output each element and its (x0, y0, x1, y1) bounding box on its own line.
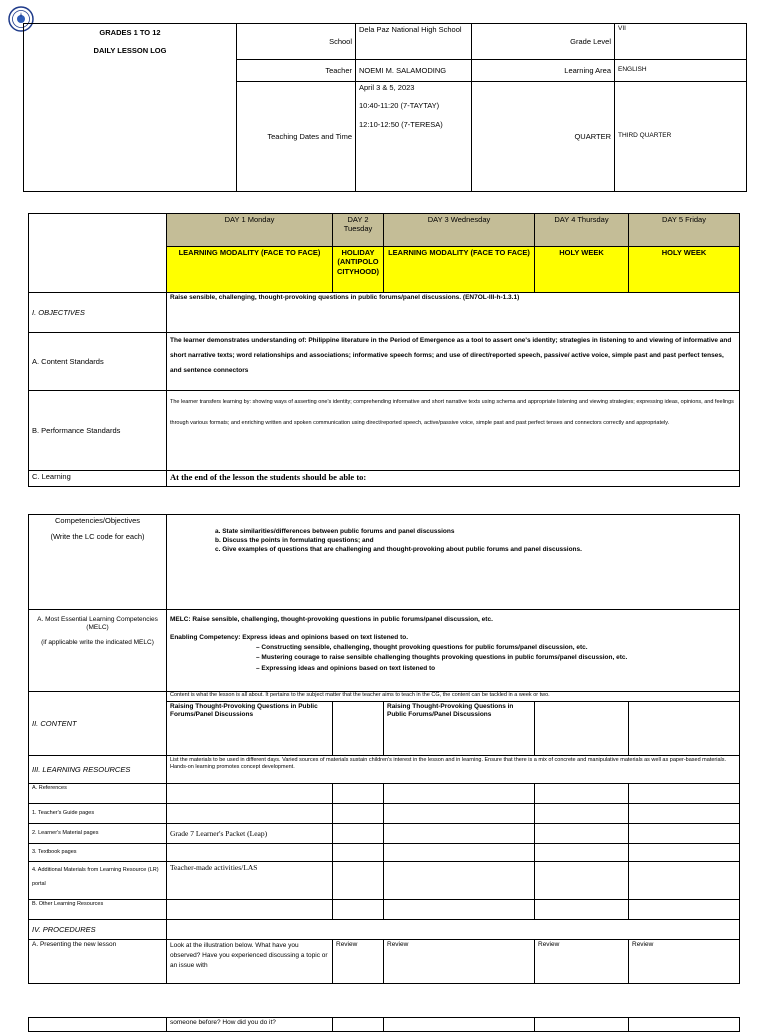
textbook-day1 (167, 844, 333, 862)
lesson-table (28, 213, 740, 487)
dates-line-3: 12:10-12:50 (7-TERESA) (359, 119, 443, 129)
objectives-text: Raise sensible, challenging, thought-provoking questions in public forums/panel discussions. (EN7OL-III-h-1.3.1) (167, 293, 740, 333)
additional-day5 (629, 862, 740, 900)
lm-day3 (384, 824, 535, 844)
day3-modality: LEARNING MODALITY (FACE TO FACE) (384, 247, 535, 293)
presenting-lesson-day2: Review (333, 940, 384, 984)
melc-label (29, 610, 167, 692)
competencies-list (167, 515, 740, 610)
content-standards-label: A. Content Standards (29, 333, 167, 391)
references-label: A. References (29, 784, 167, 804)
other-resources-label: B. Other Learning Resources (29, 900, 167, 920)
enabling-sub: – Constructing sensible, challenging, thought provoking questions for public forums/panel discussion, etc. (256, 644, 588, 652)
lm-day2 (333, 824, 384, 844)
melc-text-cell (167, 610, 740, 692)
grades-label: GRADES 1 TO 12 (99, 28, 161, 37)
school-label: School (237, 24, 356, 60)
resources-note: List the materials to be used in different days. Varied sources of materials sustain children's interest in the lesson and in learning. Ensure that there is a mix of concrete and manipulative materials as well as paper-based materials. Hands-on learning promotes concept development. (167, 756, 740, 784)
references-day5 (629, 784, 740, 804)
enabling-competency: Enabling Competency: Express ideas and opinions based on text listened to. (170, 634, 409, 642)
procedures-label: IV. PROCEDURES (29, 920, 167, 940)
tg-day5 (629, 804, 740, 824)
competency-item: a. State similarities/differences between public forums and panel discussions (215, 528, 455, 535)
continued-day5 (629, 1018, 740, 1032)
quarter-value: THIRD QUARTER (615, 82, 747, 192)
presenting-lesson-day5: Review (629, 940, 740, 984)
grade-level-value: VII (615, 24, 747, 60)
tg-day1 (167, 804, 333, 824)
tg-day2 (333, 804, 384, 824)
textbook-day4 (535, 844, 629, 862)
header-table (23, 23, 747, 192)
additional-day2 (333, 862, 384, 900)
continued-day4 (535, 1018, 629, 1032)
presenting-lesson-day3: Review (384, 940, 535, 984)
textbook-label: 3. Textbook pages (29, 844, 167, 862)
presenting-lesson-label: A. Presenting the new lesson (29, 940, 167, 984)
learning-area-label: Learning Area (472, 60, 615, 82)
day2-label: DAY 2 (347, 215, 369, 224)
content-topic-day5 (629, 702, 740, 756)
content-standards-text: The learner demonstrates understanding of: Philippine literature in the Period of Emergence as a tool to assert one's identity; strategies in listening to and viewing of informative and short narrative texts; word relationships and associations; informative speech forms; and use of direct/reported speech, passive/ active voice, simple past and past perfect tenses, and sentence connectors (167, 333, 740, 391)
other-day4 (535, 900, 629, 920)
melc-text: MELC: Raise sensible, challenging, thought-provoking questions in public forums/panel discussion, etc. (170, 616, 493, 623)
day4-holy-week: HOLY WEEK (535, 247, 629, 293)
textbook-day2 (333, 844, 384, 862)
other-day2 (333, 900, 384, 920)
log-title: DAILY LESSON LOG (93, 46, 167, 56)
content-topic-day1: Raising Thought-Provoking Questions in Public Forums/Panel Discussions (167, 702, 333, 756)
lm-day5 (629, 824, 740, 844)
textbook-day5 (629, 844, 740, 862)
competencies-subtitle: (Write the LC code for each) (50, 532, 145, 542)
procedures-blank (167, 920, 740, 940)
objectives-label: I. OBJECTIVES (29, 293, 167, 333)
blank-corner (29, 214, 167, 293)
continued-day1: someone before? How did you do it? (167, 1018, 333, 1032)
content-topic-day2 (333, 702, 384, 756)
other-day1 (167, 900, 333, 920)
references-day4 (535, 784, 629, 804)
resources-label: III. LEARNING RESOURCES (29, 756, 167, 784)
day5-holy-week: HOLY WEEK (629, 247, 740, 293)
additional-materials-day1: Teacher-made activities/LAS (167, 862, 333, 900)
day5-header: DAY 5 Friday (629, 214, 740, 247)
additional-day4 (535, 862, 629, 900)
other-day5 (629, 900, 740, 920)
competency-item: b. Discuss the points in formulating questions; and (215, 537, 374, 545)
teachers-guide-label: 1. Teacher's Guide pages (29, 804, 167, 824)
day2-header (333, 214, 384, 247)
learning-label: C. Learning (29, 471, 167, 487)
lesson-table-continued (28, 514, 740, 984)
dates-value (356, 82, 472, 192)
content-label: II. CONTENT (29, 692, 167, 756)
content-topic-day3: Raising Thought-Provoking Questions in Public Forums/Panel Discussions (384, 702, 535, 756)
continued-day2 (333, 1018, 384, 1032)
day1-modality: LEARNING MODALITY (FACE TO FACE) (167, 247, 333, 293)
textbook-day3 (384, 844, 535, 862)
presenting-lesson-day4: Review (535, 940, 629, 984)
day1-header: DAY 1 Monday (167, 214, 333, 247)
school-value: Dela Paz National High School (356, 24, 472, 60)
enabling-sub: – Mustering courage to raise sensible challenging thoughts provoking questions in public forums/panel discussion, etc. (256, 654, 628, 662)
performance-standards-label: B. Performance Standards (29, 391, 167, 471)
dates-line-1: April 3 & 5, 2023 (359, 83, 415, 92)
content-note: Content is what the lesson is all about. It pertains to the subject matter that the teacher aims to teach in the CG, the content can be tackled in a week or two. (167, 692, 740, 702)
melc-subtitle: (if applicable write the indicated MELC) (41, 639, 154, 647)
competencies-label (29, 515, 167, 610)
learning-area-value: ENGLISH (615, 60, 747, 82)
grade-level-label: Grade Level (472, 24, 615, 60)
competencies-title: Competencies/Objectives (54, 516, 141, 525)
melc-title: A. Most Essential Learning Competencies (MELC) (37, 616, 158, 632)
additional-materials-label: 4. Additional Materials from Learning Resource (LR) portal (29, 862, 167, 900)
day2-holiday: HOLIDAY (ANTIPOLO CITYHOOD) (333, 247, 384, 293)
dates-line-2: 10:40-11:20 (7-TAYTAY) (359, 101, 440, 111)
performance-standards-text: The learner transfers learning by: showing ways of asserting one's identity; comprehending informative and short narrative texts using schema and appropriate listening and viewing strategies; expressing ideas, opinions, and feelings through various formats; and enriching written and spoken communication using direct/reported speech, active/passive voice, simple past and past perfect tenses and connectors correctly and appropriately. (167, 391, 740, 471)
day3-header: DAY 3 Wednesday (384, 214, 535, 247)
competency-item: c. Give examples of questions that are challenging and thought-provoking about public forums and panel discussions. (215, 546, 582, 554)
learners-material-label: 2. Learner's Material pages (29, 824, 167, 844)
teacher-value: NOEMI M. SALAMODING (356, 60, 472, 82)
references-day3 (384, 784, 535, 804)
references-day1 (167, 784, 333, 804)
tg-day3 (384, 804, 535, 824)
learning-text: At the end of the lesson the students should be able to: (167, 471, 740, 487)
tg-day4 (535, 804, 629, 824)
continued-day3 (384, 1018, 535, 1032)
quarter-label: QUARTER (472, 82, 615, 192)
lm-day4 (535, 824, 629, 844)
continued-label (29, 1018, 167, 1032)
references-day2 (333, 784, 384, 804)
teacher-label: Teacher (237, 60, 356, 82)
enabling-sub: – Expressing ideas and opinions based on text listened to (256, 664, 436, 672)
other-day3 (384, 900, 535, 920)
content-topic-day4 (535, 702, 629, 756)
presenting-lesson-day1: Look at the illustration below. What have you observed? Have you experienced discussing a topic or an issue with (167, 940, 333, 984)
learners-material-day1: Grade 7 Learner's Packet (Leap) (167, 824, 333, 844)
dates-label: Teaching Dates and Time (237, 82, 356, 192)
day4-header: DAY 4 Thursday (535, 214, 629, 247)
next-page-fragment (28, 1017, 740, 1032)
additional-day3 (384, 862, 535, 900)
day2-weekday: Tuesday (343, 224, 373, 234)
header-title-cell (24, 24, 237, 192)
